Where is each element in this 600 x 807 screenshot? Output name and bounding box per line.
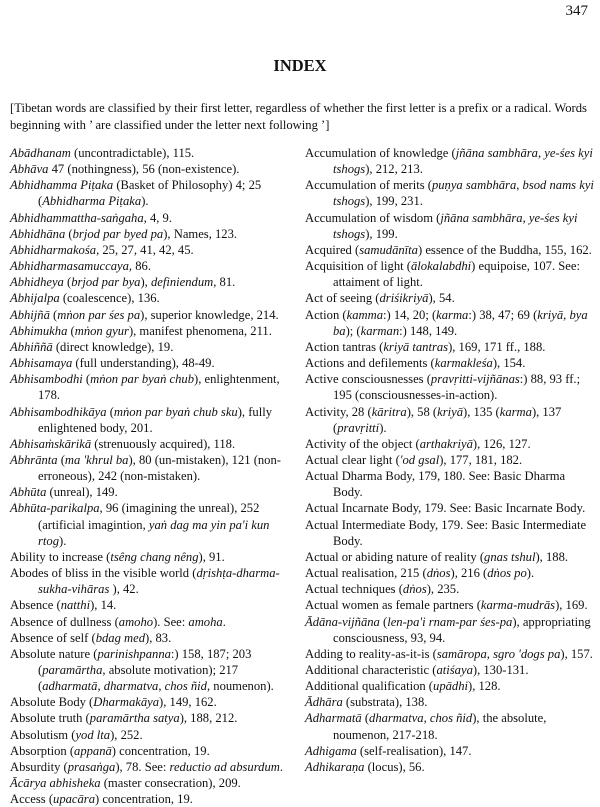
index-entry	[305, 694, 597, 710]
index-text: ) equipoise, 107. See: attaiment of light.	[333, 259, 580, 290]
index-text: ), 216 (	[450, 566, 488, 581]
index-text: :) 158, 187; 203 (	[38, 646, 252, 677]
index-term-italic: Abhrānta	[10, 452, 58, 467]
index-entry	[10, 452, 300, 484]
index-term-italic: adharmatā	[42, 679, 98, 694]
index-entry	[10, 242, 300, 258]
index-text: ), 78. See:	[115, 759, 170, 774]
index-text: (direct knowledge), 19.	[52, 339, 174, 354]
index-text: ), 137 (	[333, 404, 562, 435]
index-text: ), 212, 213.	[365, 162, 423, 177]
index-text: Abodes of bliss in the visible world (	[10, 566, 197, 581]
index-text: Access (	[10, 792, 54, 807]
index-entry	[10, 630, 300, 646]
index-entry	[305, 145, 597, 177]
index-text: ,	[158, 679, 165, 694]
index-term-italic: Ādhāra	[305, 695, 343, 710]
index-term-italic: Abhidhāna	[10, 226, 66, 241]
index-term-italic: natthi	[60, 598, 91, 613]
index-entry	[305, 355, 597, 371]
index-term-italic: puṇya sambhāra, bsod nams kyi tshogs	[333, 178, 594, 209]
index-term-italic: karma-mudrās	[480, 598, 556, 613]
index-term-italic: kriyā, bya ba	[333, 307, 588, 338]
index-text: Absolutism (	[10, 727, 76, 742]
index-term-italic: mṅon par byaṅ chub	[90, 372, 194, 387]
index-text: ), 157.	[560, 646, 593, 661]
index-text: Action (	[305, 307, 347, 322]
index-term-italic: brjod par bya	[71, 275, 141, 290]
index-text: (self-realisation), 147.	[356, 743, 472, 758]
index-term-italic: pravṛitti	[337, 420, 380, 435]
index-entry	[10, 177, 300, 209]
index-text: , 86.	[128, 259, 151, 274]
index-text: , 25, 27, 41, 42, 45.	[96, 242, 194, 257]
index-text: Actual Dharma Body, 179, 180. See: Basic Dharma Body.	[305, 469, 566, 500]
index-term-italic: arthakriyā	[419, 436, 473, 451]
index-text: Active consciousnesses (	[305, 372, 431, 387]
index-entry	[305, 743, 597, 759]
index-term-italic: yaṅ dag ma yin pa'i kun rtog	[38, 517, 270, 548]
index-term-italic: Abhidharmakośa	[10, 242, 97, 257]
index-entry	[305, 436, 597, 452]
index-entry	[10, 484, 300, 500]
index-text: .	[279, 759, 283, 774]
index-text: ), 14.	[90, 598, 117, 613]
index-text: Adding to reality-as-it-is (	[305, 646, 437, 661]
index-text: Absence of dullness (	[10, 614, 119, 629]
index-term-italic: dṅos	[426, 566, 451, 581]
index-text: Absolute nature (	[10, 646, 98, 661]
index-entry	[305, 242, 597, 258]
index-entry	[305, 646, 597, 662]
index-text: ). See:	[153, 614, 189, 629]
index-term-italic: parinishpanna	[97, 646, 171, 661]
index-term-italic: karma	[436, 307, 469, 322]
index-text: Action tantras (	[305, 339, 384, 354]
index-term-italic: Abhidheya	[10, 275, 64, 290]
index-text: ), fully enlightened body, 201.	[38, 404, 272, 435]
index-text: ) concentration, 19.	[111, 743, 210, 758]
index-term-italic: samudānīta	[359, 242, 418, 257]
index-text: (	[49, 307, 58, 322]
index-term-italic: kriyā tantras	[383, 339, 449, 354]
index-term-italic: jñāna sambhāra, ye-śes kyi tshogs	[333, 146, 593, 177]
index-term-italic: Abhūta	[10, 485, 47, 500]
index-text: :) 38, 47; 69 (	[468, 307, 538, 322]
index-term-italic: Abhisamaya	[10, 356, 73, 371]
index-text: ), 128.	[468, 679, 501, 694]
index-text: Accumulation of wisdom (	[305, 210, 441, 225]
index-entry	[10, 694, 300, 710]
index-text: ).	[59, 533, 67, 548]
index-entry	[10, 307, 300, 323]
index-entry	[305, 258, 597, 290]
index-text: , noumenon).	[206, 679, 274, 694]
index-text: (	[82, 372, 91, 387]
index-term-italic: Abhiññā	[10, 339, 53, 354]
index-term-italic: Abhijñā	[10, 307, 50, 322]
index-text: (strenuously acquired), 118.	[91, 436, 236, 451]
index-term-italic: tsêng chang nêng	[110, 549, 199, 564]
index-term-italic: appanā	[74, 743, 112, 758]
index-entry	[10, 145, 300, 161]
page-title: INDEX	[273, 56, 327, 75]
index-text: (full understanding), 48-49.	[72, 356, 215, 371]
index-text: ), 188.	[535, 549, 569, 564]
index-entry	[305, 371, 597, 403]
index-text: (	[379, 614, 388, 629]
index-entry	[305, 710, 597, 742]
index-term-italic: ālokalabdhi	[411, 259, 472, 274]
index-term-italic: prasaṅga	[67, 759, 116, 774]
index-text: Acquisition of light (	[305, 259, 411, 274]
index-term-italic: upacāra	[53, 792, 95, 807]
index-text: ), superior knowledge, 214.	[140, 307, 279, 322]
index-term-italic: paramārtha satya	[89, 711, 180, 726]
index-entry	[305, 500, 597, 516]
index-text: ), 188, 212.	[179, 711, 238, 726]
index-entry	[10, 597, 300, 613]
index-text: ), 58 (	[406, 404, 438, 419]
index-term-italic: kamma	[346, 307, 383, 322]
index-text: ), 83.	[145, 630, 172, 645]
index-entry	[10, 775, 300, 791]
index-term-italic: definiendum	[150, 275, 214, 290]
index-entry	[305, 614, 597, 646]
index-entry	[305, 404, 597, 436]
index-term-italic: dharmatva, chos ñid	[369, 711, 473, 726]
index-entry	[305, 339, 597, 355]
index-text: (coalescence), 136.	[59, 291, 160, 306]
index-text: Activity of the object (	[305, 436, 420, 451]
index-text: (	[63, 275, 72, 290]
index-term-italic: gnas tshul	[484, 549, 536, 564]
index-text: ) concentration, 19.	[95, 792, 193, 807]
index-term-italic: Abhijalpa	[10, 291, 60, 306]
index-text: ), 235.	[426, 582, 460, 597]
index-text: (	[67, 323, 75, 338]
index-column-left	[10, 145, 300, 807]
index-text: ), enlightenment, 178.	[38, 372, 280, 403]
index-entry	[305, 549, 597, 565]
index-text: Additional qualification (	[305, 679, 434, 694]
index-term-italic: len-pa'i rnam-par śes-pa	[387, 614, 513, 629]
index-text: ), 149, 162.	[159, 695, 217, 710]
index-term-italic: kriyā	[437, 404, 464, 419]
index-term-italic: reductio ad absurdum	[169, 759, 280, 774]
index-term-italic: mṅon par byaṅ chub sku	[113, 404, 238, 419]
index-text: Additional characteristic (	[305, 663, 437, 677]
index-text: ), appropriating consciousness, 93, 94.	[333, 614, 591, 645]
index-term-italic: Adhigama	[305, 743, 357, 758]
index-text: Accumulation of merits (	[305, 178, 432, 193]
index-term-italic: chos ñid	[164, 679, 207, 694]
index-text: (	[57, 452, 65, 467]
index-text: (Basket of Philosophy) 4; 25 (	[38, 178, 262, 209]
index-text: , 81.	[213, 275, 236, 290]
index-text: ), 252.	[110, 727, 143, 742]
index-term-italic: Abhūta-parikalpa	[10, 501, 100, 516]
index-text: , 96 (imagining the unreal), 252 (artificial imagintion,	[38, 501, 260, 532]
index-entry	[10, 549, 300, 565]
index-text: (	[106, 404, 114, 419]
index-term-italic: amoho	[118, 614, 154, 629]
index-entry	[305, 581, 597, 597]
index-entry	[10, 436, 300, 452]
index-text: ), 130-131.	[472, 663, 529, 677]
index-text: ); (	[345, 323, 361, 338]
index-text: ), 199, 231.	[365, 194, 423, 209]
index-term-italic: paramārtha	[42, 663, 103, 677]
index-entry	[10, 614, 300, 630]
index-term-italic: Abhisaṁskārikā	[10, 436, 92, 451]
index-text: ) essence of the Buddha, 155, 162.	[417, 242, 592, 257]
index-text: ), 154.	[492, 356, 526, 371]
index-text: ), 177, 181, 182.	[439, 452, 523, 467]
index-term-italic: mṅon par śes pa	[57, 307, 141, 322]
index-entry	[10, 339, 300, 355]
index-text: 47 (nothingness), 56 (non-existence).	[48, 162, 240, 177]
index-entry	[305, 177, 597, 209]
index-entry	[10, 210, 300, 226]
index-entry	[10, 759, 300, 775]
index-entry	[10, 710, 300, 726]
index-entry	[305, 759, 597, 775]
index-text: :) 88, 93 ff.; 195 (consciousnesses-in-action).	[333, 372, 581, 403]
index-term-italic: Ādāna-vijñāna	[305, 614, 380, 629]
index-text: Absolute truth (	[10, 711, 90, 726]
index-entry	[10, 404, 300, 436]
index-text: (	[361, 711, 370, 726]
index-term-italic: upādhi	[433, 679, 468, 694]
index-text: Absolute Body (	[10, 695, 94, 710]
index-entry	[10, 500, 300, 548]
index-entry	[10, 274, 300, 290]
index-text: ), 169.	[555, 598, 588, 613]
index-text: (master consecration), 209.	[100, 776, 241, 791]
index-text: Activity, 28 (	[305, 404, 372, 419]
index-text: ).	[141, 194, 149, 209]
index-text: Actions and defilements (	[305, 356, 435, 371]
index-entry	[10, 161, 300, 177]
index-term-italic: yod lta	[75, 727, 111, 742]
index-text: ), the absolute, noumenon, 217-218.	[333, 711, 547, 742]
index-entry	[305, 452, 597, 468]
index-text: ), manifest phenomena, 211.	[128, 323, 272, 338]
index-term-italic: brjod par byed pa	[72, 226, 164, 241]
index-term-italic: pravṛitti-vijñānas	[430, 372, 520, 387]
index-term-italic: Abādhanam	[10, 146, 71, 160]
index-entry	[10, 565, 300, 597]
index-term-italic: Abhāva	[10, 162, 49, 177]
index-entry	[305, 468, 597, 500]
index-text: (substrata), 138.	[342, 695, 428, 710]
index-text: ), 135 (	[463, 404, 500, 419]
index-term-italic: Abhimukha	[10, 323, 68, 338]
index-entry	[10, 727, 300, 743]
index-text: ), 42.	[109, 582, 139, 597]
index-term-italic: Abhidharma Piṭaka	[42, 194, 142, 209]
index-text: (uncontradictable), 115.	[70, 146, 195, 160]
index-text: Accumulation of knowledge (	[305, 146, 456, 160]
index-entry	[305, 290, 597, 306]
index-text: ), 80 (un-mistaken), 121 (non-erroneous), 242 (non-mistaken).	[38, 452, 281, 484]
index-term-italic: Abhidhamma Piṭaka	[10, 178, 114, 193]
index-entry	[305, 210, 597, 242]
index-term-italic: jñāna sambhāra, ye-śes kyi tshogs	[333, 210, 578, 241]
index-entry	[10, 290, 300, 306]
index-term-italic: kāritra	[371, 404, 407, 419]
index-text: Actual clear light (	[305, 452, 400, 467]
index-text: ),	[140, 275, 151, 290]
index-text: Ability to increase (	[10, 549, 111, 564]
index-text: ), Names, 123.	[163, 226, 238, 241]
index-term-italic: Abhisambodhi	[10, 372, 83, 387]
index-text: :) 148, 149.	[399, 323, 458, 338]
index-term-italic: karman	[360, 323, 400, 338]
index-text: Absurdity (	[10, 759, 68, 774]
index-text: Act of seeing (	[305, 291, 380, 306]
index-entry	[10, 355, 300, 371]
index-text: Actual Intermediate Body, 179. See: Basic Intermediate Body.	[305, 517, 587, 548]
index-text: Absence of self (	[10, 630, 96, 645]
index-note: [Tibetan words are classified by their first letter, regardless of whether the first letter is a prefix or a radical. Words beginning with ’ are classified under the letter next following ’]	[10, 101, 587, 132]
index-term-italic: Ācārya abhisheka	[10, 776, 101, 791]
index-term-italic: ma 'khrul ba	[64, 452, 129, 467]
index-text: Acquired (	[305, 242, 360, 257]
index-text: (unreal), 149.	[46, 485, 118, 500]
index-term-italic: dṛishṭa-dharma-sukha-vihāras	[38, 566, 280, 597]
index-term-italic: Abhidharmasamuccaya	[10, 259, 129, 274]
index-term-italic: driśikriyā	[379, 291, 429, 306]
index-entry	[10, 226, 300, 242]
index-entry	[305, 678, 597, 694]
index-term-italic: Abhidhammattha-saṅgaha	[10, 210, 144, 225]
page-number: 347	[565, 3, 588, 19]
index-text: Actual realisation, 215 (	[305, 566, 427, 581]
index-term-italic: atiśaya	[436, 663, 473, 677]
index-text: :) 14, 20; (	[383, 307, 437, 322]
index-term-italic: Dharmakāya	[93, 695, 160, 710]
index-text: Actual Incarnate Body, 179. See: Basic Incarnate Body.	[305, 501, 586, 516]
index-text: ), 91.	[198, 549, 225, 564]
index-entry	[10, 371, 300, 403]
index-entry	[10, 743, 300, 759]
index-entry	[10, 323, 300, 339]
index-text: Absence (	[10, 598, 61, 613]
index-text: ).	[526, 566, 535, 581]
index-entry	[305, 307, 597, 339]
index-text: Absorption (	[10, 743, 75, 758]
index-text: ).	[379, 420, 387, 435]
index-entry	[305, 662, 597, 678]
index-term-italic: Abhisambodhikāya	[10, 404, 107, 419]
index-text: ), 199.	[365, 226, 398, 241]
index-text: ,	[97, 679, 104, 694]
index-text: ), 126, 127.	[472, 436, 531, 451]
index-text: , 4, 9.	[143, 210, 172, 225]
index-text: Actual women as female partners (	[305, 598, 481, 613]
index-term-italic: Adhikaraṇa	[305, 759, 365, 774]
index-entry	[10, 646, 300, 694]
index-term-italic: karma	[499, 404, 532, 419]
index-term-italic: mṅon gyur	[74, 323, 129, 338]
index-term-italic: karmakleśa	[434, 356, 493, 371]
index-text: , absolute motivation); 217 (	[38, 663, 239, 694]
index-term-italic: dṅos po	[487, 566, 527, 581]
index-entry	[10, 791, 300, 807]
index-text: Actual or abiding nature of reality (	[305, 549, 485, 564]
index-term-italic: 'od gsal	[399, 452, 440, 467]
index-term-italic: bdag med	[95, 630, 146, 645]
index-entry	[305, 597, 597, 613]
index-entry	[305, 517, 597, 549]
index-text: (locus), 56.	[364, 759, 425, 774]
index-term-italic: dṅos	[402, 582, 427, 597]
index-entry	[10, 258, 300, 274]
index-entry	[305, 565, 597, 581]
index-term-italic: dharmatva	[103, 679, 159, 694]
index-text: ), 54.	[428, 291, 455, 306]
index-term-italic: amoha	[188, 614, 223, 629]
index-column-right	[305, 145, 597, 775]
index-term-italic: samāropa, sgro 'dogs pa	[436, 646, 561, 661]
index-text: ), 169, 171 ff., 188.	[448, 339, 546, 354]
index-text: Actual techniques (	[305, 582, 403, 597]
index-text: (	[65, 226, 73, 241]
index-term-italic: Adharmatā	[305, 711, 362, 726]
index-text: .	[222, 614, 226, 629]
